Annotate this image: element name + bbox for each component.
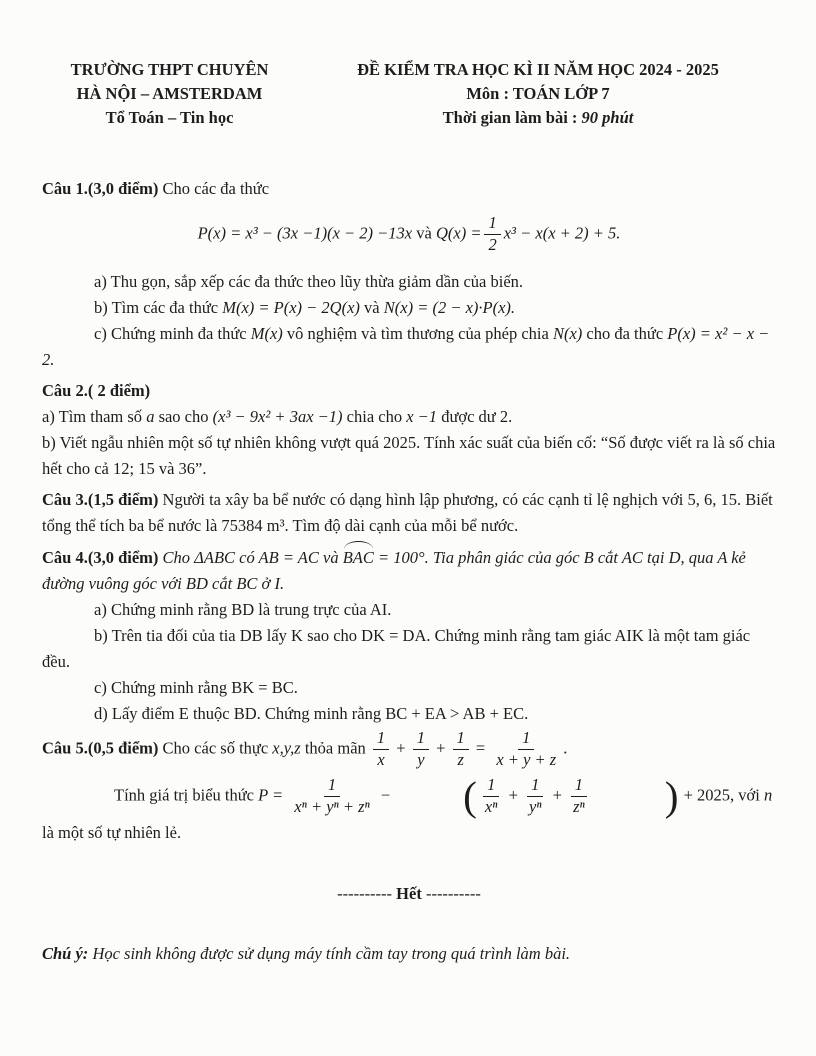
q1-label: Câu 1.(3,0 điểm) xyxy=(42,179,159,198)
q2-item-b: b) Viết ngẫu nhiên một số tự nhiên không vượt quá 2025. Tính xác suất của biến cố: “Số được viết ra là số chia hết cho cả 12; 15 và 36”. xyxy=(42,432,776,478)
exam-duration xyxy=(318,106,758,130)
q1-item-b: b) Tìm các đa thức M(x) = P(x) − 2Q(x) và N(x) = (2 − x)·P(x). xyxy=(94,297,516,317)
duration-value: 90 phút xyxy=(581,108,634,127)
exam-title-block xyxy=(318,58,758,130)
q3-text: Câu 3.(1,5 điểm) Người ta xây ba bể nước có dạng hình lập phương, có các cạnh tỉ lệ nghịch với 5, 6, 15. Biết tổng thể tích ba bể nước là 75384 m³. Tìm độ dài cạnh của mỗi bể nước. xyxy=(42,489,773,535)
q2-item-a: a) Tìm tham số a sao cho (x³ − 9x² + 3ax −1) chia cho x −1 được dư 2. xyxy=(42,406,513,426)
school-name-line2: HÀ NỘI – AMSTERDAM xyxy=(76,84,263,103)
q5-frac-1z: $\frac{1}{z}$ xyxy=(453,729,469,770)
question-3 xyxy=(42,487,776,539)
exam-body xyxy=(42,176,776,967)
question-2 xyxy=(42,378,776,482)
end-label: Hết xyxy=(396,883,422,903)
question-1 xyxy=(42,176,776,373)
end-dashes-right: ---------- xyxy=(425,883,481,903)
duration-label: Thời gian làm bài : xyxy=(442,108,582,127)
exam-subject: Môn : TOÁN LỚP 7 xyxy=(466,84,610,103)
end-marker xyxy=(42,881,776,907)
q5-label: Câu 5.(0,5 điểm) xyxy=(42,738,159,758)
q1-formula xyxy=(42,206,776,263)
q3-label: Câu 3.(1,5 điểm) xyxy=(42,489,159,509)
q1-formula-and: và xyxy=(416,223,432,243)
q1-fraction-half: $\frac{1}{2}$ xyxy=(484,214,500,255)
school-department: Tổ Toán – Tin học xyxy=(105,108,234,127)
q4-angle-bac: BAC xyxy=(343,544,374,571)
q4-item-a: a) Chứng minh rằng BD là trung trực của AI. xyxy=(94,599,392,619)
q5-frac-yn: $\frac{1}{\text{yⁿ}}$ xyxy=(529,774,542,816)
school-block xyxy=(42,58,297,130)
q1-item-c: c) Chứng minh đa thức M(x) vô nghiệm và tìm thương của phép chia N(x) cho đa thức P(x) = x² − x − 2. xyxy=(42,323,770,369)
q4-item-c: c) Chứng minh rằng BK = BC. xyxy=(94,677,298,697)
q5-frac-1y: $\frac{1}{y}$ xyxy=(413,729,429,770)
question-4 xyxy=(42,544,776,727)
q5-frac-sum: $\frac{1}{x + y + z}$ xyxy=(496,727,557,769)
exam-title: ĐỀ KIỂM TRA HỌC KÌ II NĂM HỌC 2024 - 2025 xyxy=(357,60,719,79)
q4-item-d: d) Lấy điểm E thuộc BD. Chứng minh rằng BC + EA > AB + EC. xyxy=(94,703,529,723)
q5-frac-1x: $\frac{1}{x}$ xyxy=(373,729,389,770)
school-name-line1: TRƯỜNG THPT CHUYÊN xyxy=(70,60,269,79)
q2-heading: Câu 2.( 2 điểm) xyxy=(42,380,151,400)
q5-intro: Câu 5.(0,5 điểm) Cho các số thực x,y,z thỏa mãn $\frac{1}{x}$ + $\frac{1}{y}$ + $\frac{1}{z}$ = $\frac{1}{x + y + z}$ . xyxy=(42,727,568,769)
exam-note xyxy=(42,941,776,967)
note-text: Học sinh không được sử dụng máy tính cầm tay trong quá trình làm bài. xyxy=(92,943,571,963)
q4-intro: Câu 4.(3,0 điểm) Cho ΔABC có AB = AC và BAC = 100°. Tia phân giác của góc B cắt AC tại D, qua A kẻ đường vuông góc với BD cắt BC ở I. xyxy=(42,544,776,597)
question-5 xyxy=(42,729,776,849)
q4-item-b: b) Trên tia đối của tia DB lấy K sao cho DK = DA. Chứng minh rằng tam giác AIK là một tam giác đều. xyxy=(42,625,751,671)
q5-frac-zn: $\frac{1}{\text{zⁿ}}$ xyxy=(569,776,589,817)
note-label: Chú ý: xyxy=(42,943,89,963)
q5-expression: Tính giá trị biểu thức P = $\frac{1}{\text{xⁿ + yⁿ + zⁿ}}$ − ( $\frac{1}{\text{xⁿ}}$ + $\frac{1}{\text{yⁿ}}$ + $\frac{1}{\text{zⁿ}}$ ) + 2025, với n là một số tự nhiên lẻ. xyxy=(42,773,773,842)
q4-label: Câu 4.(3,0 điểm) xyxy=(42,547,159,567)
q1-formula-q-lhs: Q(x) = xyxy=(435,223,482,243)
q1-formula-p: P(x) = x³ − (3x −1)(x − 2) −13x xyxy=(197,223,413,243)
q1-item-a: a) Thu gọn, sắp xếp các đa thức theo lũy thừa giảm dần của biến. xyxy=(94,271,524,291)
q1-formula-q-rhs: x³ − x(x + 2) + 5. xyxy=(503,223,621,243)
q5-frac-main: $\frac{1}{\text{xⁿ + yⁿ + zⁿ}}$ xyxy=(294,774,370,816)
q5-frac-xn: $\frac{1}{\text{xⁿ}}$ xyxy=(484,774,498,816)
q1-heading xyxy=(42,176,776,202)
exam-header xyxy=(42,58,776,130)
q1-intro: Cho các đa thức xyxy=(162,179,270,198)
end-dashes-left: ---------- xyxy=(337,883,393,903)
